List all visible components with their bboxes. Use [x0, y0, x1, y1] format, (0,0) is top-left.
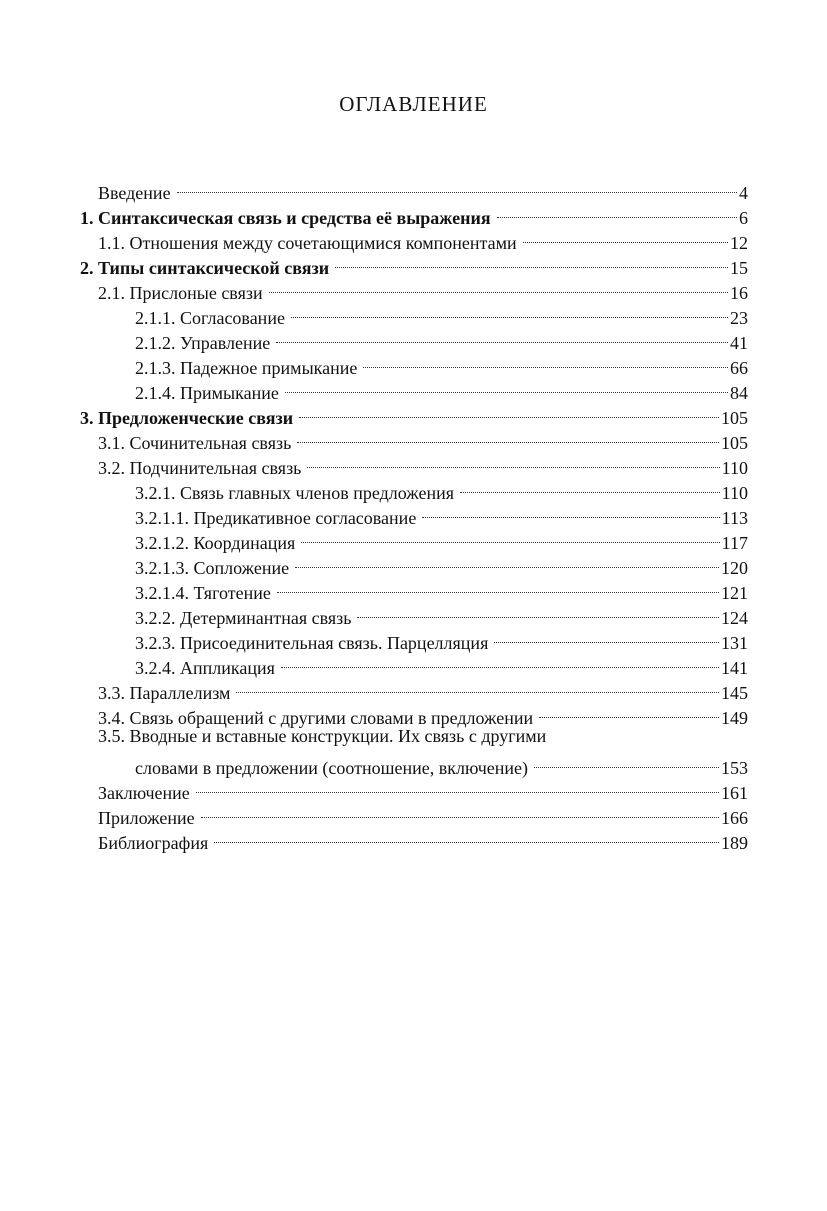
dot-leader — [307, 449, 719, 474]
dot-leader — [497, 199, 737, 224]
toc-entry-page: 66 — [730, 358, 748, 378]
toc-entry-section-3-2[interactable] — [80, 449, 748, 478]
dot-leader — [494, 624, 719, 649]
toc-entry-section-3-2-1-4[interactable] — [80, 574, 748, 603]
toc-entry-page: 141 — [721, 658, 748, 678]
toc-entry-bibliography[interactable] — [80, 824, 748, 853]
dot-leader — [539, 699, 719, 724]
dot-leader — [295, 549, 719, 574]
toc-entry-title: 1.1. Отношения между сочетающимися компонентами — [98, 233, 517, 253]
toc-entry-page: 41 — [730, 333, 748, 353]
dot-leader — [236, 674, 719, 699]
toc-entry-page: 121 — [721, 583, 748, 603]
toc-entry-section-3-2-1[interactable] — [80, 474, 748, 503]
toc-entry-title: 3.4. Связь обращений с другими словами в предложении — [98, 708, 534, 728]
toc-entry-section-2-1-2[interactable] — [80, 324, 748, 353]
toc-entry-title-line-2: словами в предложении (соотношение, включение) — [135, 758, 529, 778]
toc-heading: ОГЛАВЛЕНИЕ — [339, 92, 488, 116]
toc-entry-page: 117 — [721, 533, 748, 553]
toc-entry-title: 2.1.1. Согласование — [135, 308, 285, 328]
toc-entry-title: Введение — [98, 183, 171, 203]
dot-leader — [276, 324, 728, 349]
toc-entry-title: Библиография — [98, 833, 209, 853]
table-of-contents — [80, 174, 748, 853]
toc-entry-title: 3.2.2. Детерминантная связь — [135, 608, 352, 628]
toc-entry-title: 3.2.1.3. Сопложение — [135, 558, 290, 578]
toc-entry-page: 84 — [730, 383, 748, 403]
dot-leader — [523, 224, 728, 249]
toc-entry-page: 189 — [721, 833, 748, 853]
toc-entry-title: 3.3. Параллелизм — [98, 683, 231, 703]
dot-leader — [291, 299, 728, 324]
toc-entry-section-3-2-4[interactable] — [80, 649, 748, 678]
toc-entry-page: 166 — [721, 808, 748, 828]
toc-entry-title: Заключение — [98, 783, 190, 803]
toc-entry-title: 3.2.3. Присоединительная связь. Парцелляция — [135, 633, 489, 653]
toc-entry-page: 153 — [721, 758, 748, 778]
toc-entry-section-3-5[interactable] — [80, 724, 748, 778]
dot-leader — [201, 799, 719, 824]
toc-entry-title: 2. Типы синтаксической связи — [80, 258, 330, 278]
toc-entry-title: 2.1.4. Примыкание — [135, 383, 279, 403]
toc-entry-page: 15 — [730, 258, 748, 278]
toc-entry-appendix[interactable] — [80, 799, 748, 828]
toc-entry-section-3-4[interactable] — [80, 699, 748, 728]
dot-leader — [422, 499, 719, 524]
toc-entry-page: 105 — [721, 433, 748, 453]
dot-leader — [285, 374, 728, 399]
toc-entry-page: 23 — [730, 308, 748, 328]
toc-entry-page: 161 — [721, 783, 748, 803]
toc-entry-section-2-1-3[interactable] — [80, 349, 748, 378]
toc-entry-section-3-2-3[interactable] — [80, 624, 748, 653]
toc-entry-conclusion[interactable] — [80, 774, 748, 803]
toc-entry-section-3-2-1-1[interactable] — [80, 499, 748, 528]
toc-entry-chapter-1[interactable] — [80, 199, 748, 228]
toc-entry-page: 6 — [739, 208, 748, 228]
toc-entry-title-line-1: 3.5. Вводные и вставные конструкции. Их связь с другими — [98, 726, 547, 746]
toc-entry-page: 113 — [721, 508, 748, 528]
toc-entry-section-1-1[interactable] — [80, 224, 748, 253]
toc-entry-page: 12 — [730, 233, 748, 253]
dot-leader — [460, 474, 720, 499]
toc-entry-section-2-1[interactable] — [80, 274, 748, 303]
toc-entry-page: 131 — [721, 633, 748, 653]
toc-entry-page: 110 — [721, 458, 748, 478]
toc-entry-page: 4 — [739, 183, 748, 203]
toc-entry-page: 149 — [721, 708, 748, 728]
toc-entry-page: 110 — [721, 483, 748, 503]
dot-leader — [534, 749, 719, 774]
toc-entry-section-2-1-4[interactable] — [80, 374, 748, 403]
toc-entry-page: 124 — [721, 608, 748, 628]
toc-entry-chapter-3[interactable] — [80, 399, 748, 428]
dot-leader — [363, 349, 728, 374]
toc-entry-title: 3.2.1.4. Тяготение — [135, 583, 271, 603]
toc-entry-title: Приложение — [98, 808, 195, 828]
toc-entry-title: 3.2.1. Связь главных членов предложения — [135, 483, 454, 503]
toc-entry-page: 120 — [721, 558, 748, 578]
toc-entry-title: 2.1. Прислоные связи — [98, 283, 263, 303]
toc-entry-introduction[interactable] — [80, 174, 748, 203]
toc-entry-page: 145 — [721, 683, 748, 703]
toc-entry-title: 3. Предложенческие связи — [80, 408, 294, 428]
toc-entry-section-3-1[interactable] — [80, 424, 748, 453]
toc-entry-page: 105 — [721, 408, 748, 428]
dot-leader — [301, 524, 719, 549]
dot-leader — [196, 774, 719, 799]
toc-entry-section-3-3[interactable] — [80, 674, 748, 703]
dot-leader — [214, 824, 719, 849]
dot-leader — [269, 274, 728, 299]
toc-entry-section-2-1-1[interactable] — [80, 299, 748, 328]
toc-entry-title: 3.2.1.2. Координация — [135, 533, 296, 553]
dot-leader — [297, 424, 719, 449]
dot-leader — [277, 574, 719, 599]
dot-leader — [357, 599, 719, 624]
toc-entry-title: 3.2.4. Аппликация — [135, 658, 275, 678]
toc-entry-section-3-2-2[interactable] — [80, 599, 748, 628]
toc-entry-title: 3.2. Подчинительная связь — [98, 458, 302, 478]
toc-entry-title: 2.1.3. Падежное примыкание — [135, 358, 358, 378]
toc-entry-title: 3.1. Сочинительная связь — [98, 433, 292, 453]
dot-leader — [335, 249, 728, 274]
toc-entry-title: 3.2.1.1. Предикативное согласование — [135, 508, 417, 528]
toc-entry-title: 1. Синтаксическая связь и средства её выражения — [80, 208, 491, 228]
toc-entry-section-3-2-1-3[interactable] — [80, 549, 748, 578]
toc-entry-section-3-2-1-2[interactable] — [80, 524, 748, 553]
dot-leader — [281, 649, 719, 674]
dot-leader — [177, 174, 737, 199]
toc-entry-page: 16 — [730, 283, 748, 303]
dot-leader — [299, 399, 719, 424]
toc-entry-chapter-2[interactable] — [80, 249, 748, 278]
toc-entry-title: 2.1.2. Управление — [135, 333, 271, 353]
